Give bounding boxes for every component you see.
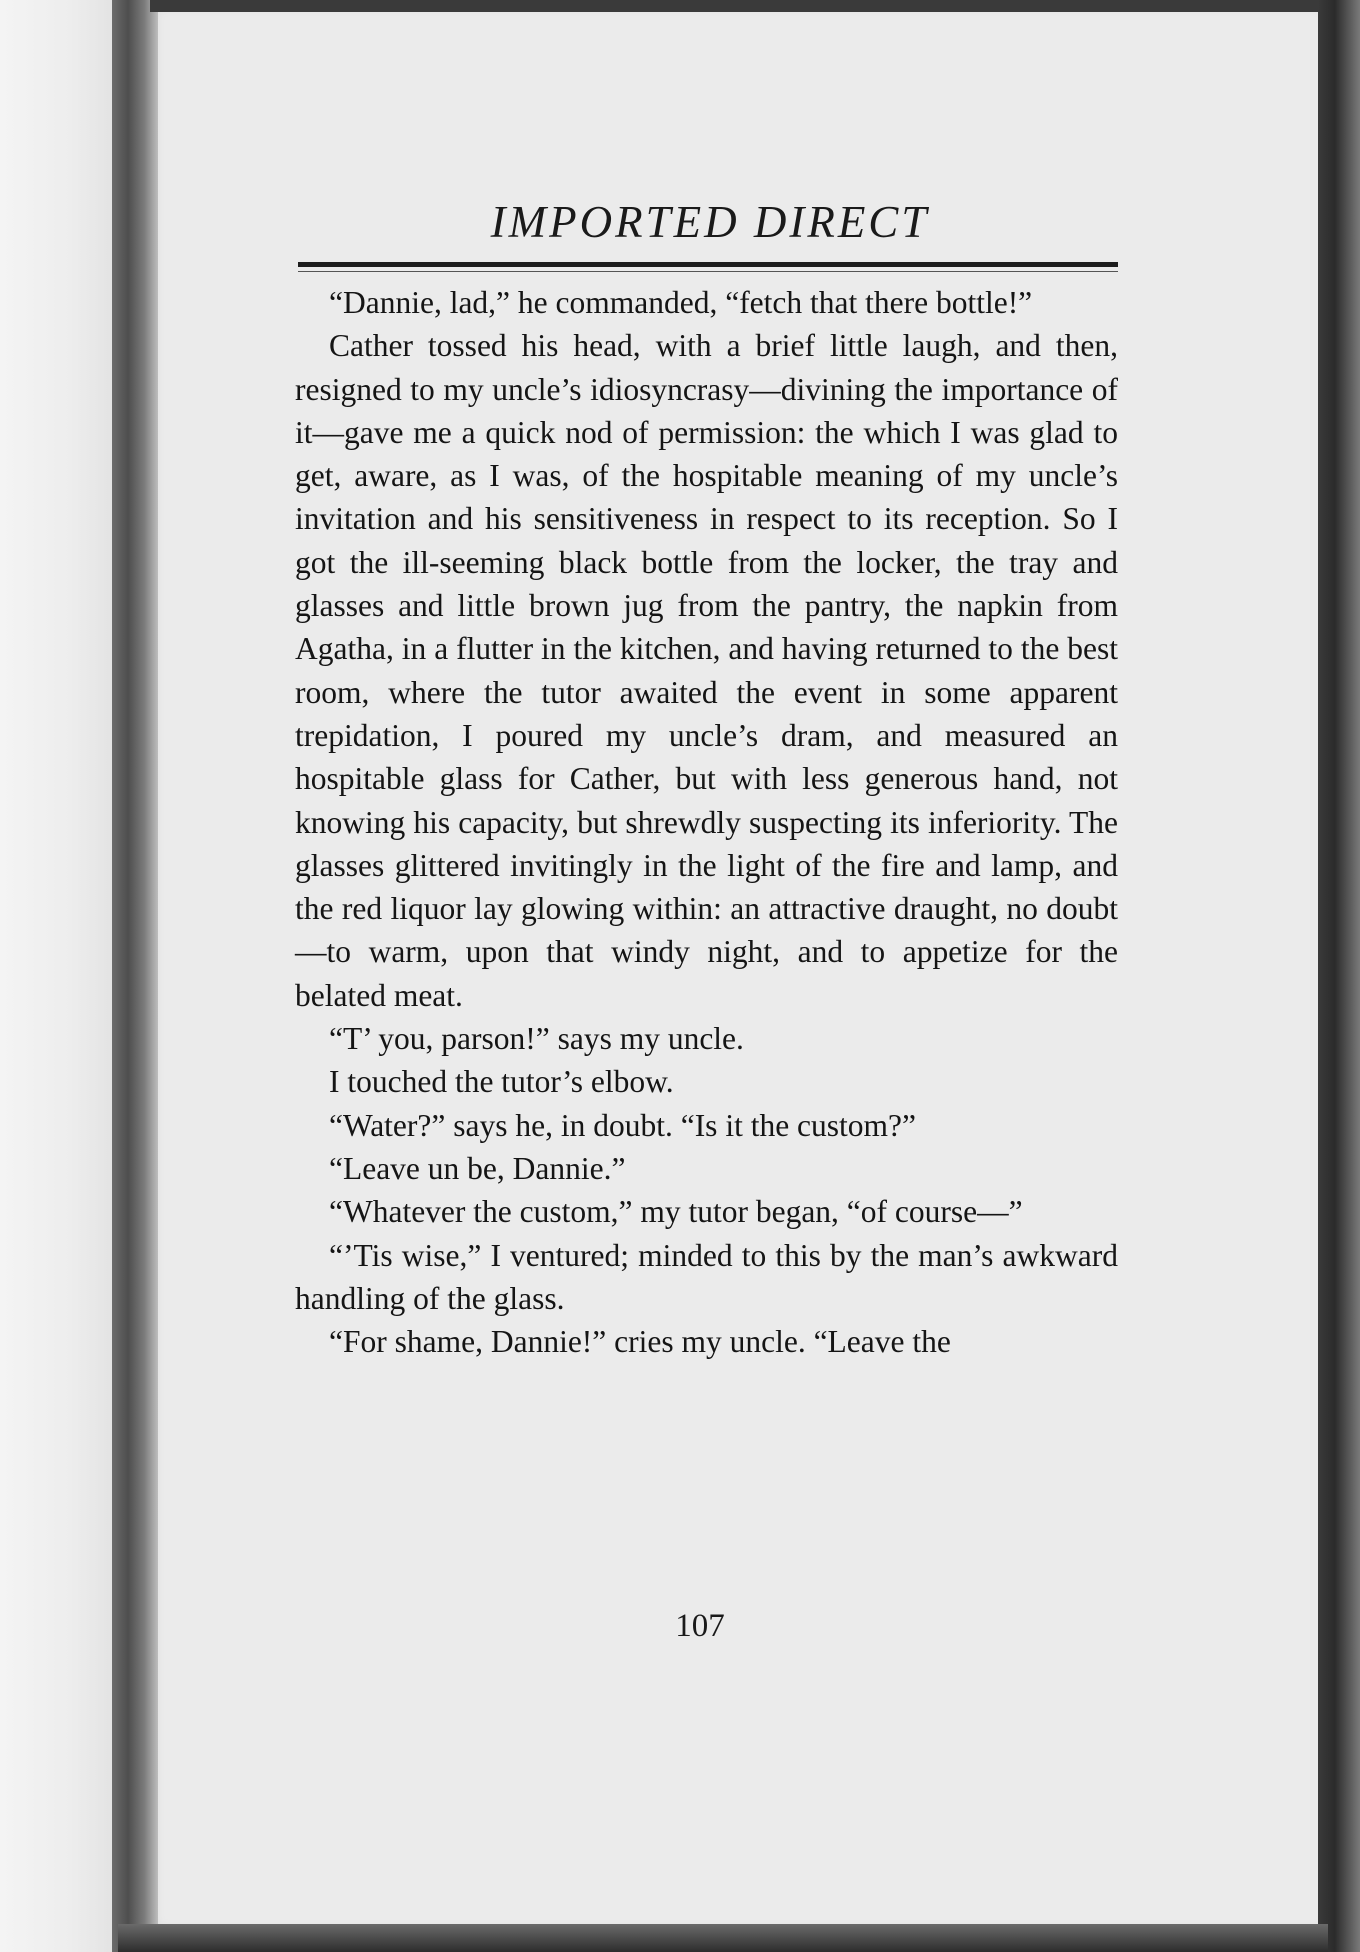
paragraph: “Whatever the custom,” my tutor began, “of course—” xyxy=(329,1194,1023,1230)
header-rule xyxy=(298,262,1118,267)
paragraph: “Leave un be, Dannie.” xyxy=(329,1150,626,1186)
paragraph: Cather tossed his head, with a brief little laugh, and then, resigned to my uncle’s idiosyncrasy—divining the importance of it—gave me a quick nod of permission: the which I was glad to get, aware, as I was, of the hospitable meaning of my uncle’s invitation and his sensitiveness in respect to its reception. So I got the ill-seeming black bottle from the locker, the tray and glasses and little brown jug from the pantry, the napkin from Agatha, in a flutter in the kitchen, and having returned to the best room, where the tutor awaited the event in some apparent trepidation, I poured my uncle’s dram, and measured an hospitable glass for Cather, but with less generous hand, not knowing his capacity, but shrewdly suspecting its inferiority. The glasses glittered invitingly in the light of the fire and lamp, and the red liquor lay glowing within: an attractive draught, no doubt—to warm, upon that windy night, and to appetize for the belated meat. xyxy=(295,328,1118,1013)
page-number: 107 xyxy=(675,1608,725,1644)
body-text xyxy=(295,281,1118,1363)
book-gutter xyxy=(112,0,158,1952)
facing-page-edge xyxy=(0,0,118,1952)
header-rule-thin xyxy=(298,271,1118,272)
running-head: IMPORTED DIRECT xyxy=(490,197,930,247)
paragraph: “’Tis wise,” I ventured; minded to this by the man’s awkward handling of the glass. xyxy=(295,1237,1118,1316)
scan-top-border xyxy=(150,0,1325,12)
paragraph: “T’ you, parson!” says my uncle. xyxy=(329,1021,744,1057)
paragraph: I touched the tutor’s elbow. xyxy=(329,1064,674,1100)
paragraph: “For shame, Dannie!” cries my uncle. “Leave the xyxy=(329,1324,951,1360)
book-cover-edge xyxy=(1318,0,1360,1952)
paragraph: “Dannie, lad,” he commanded, “fetch that there bottle!” xyxy=(329,285,1033,320)
scan-bottom-border xyxy=(118,1924,1328,1952)
paragraph: “Water?” says he, in doubt. “Is it the custom?” xyxy=(329,1107,917,1143)
